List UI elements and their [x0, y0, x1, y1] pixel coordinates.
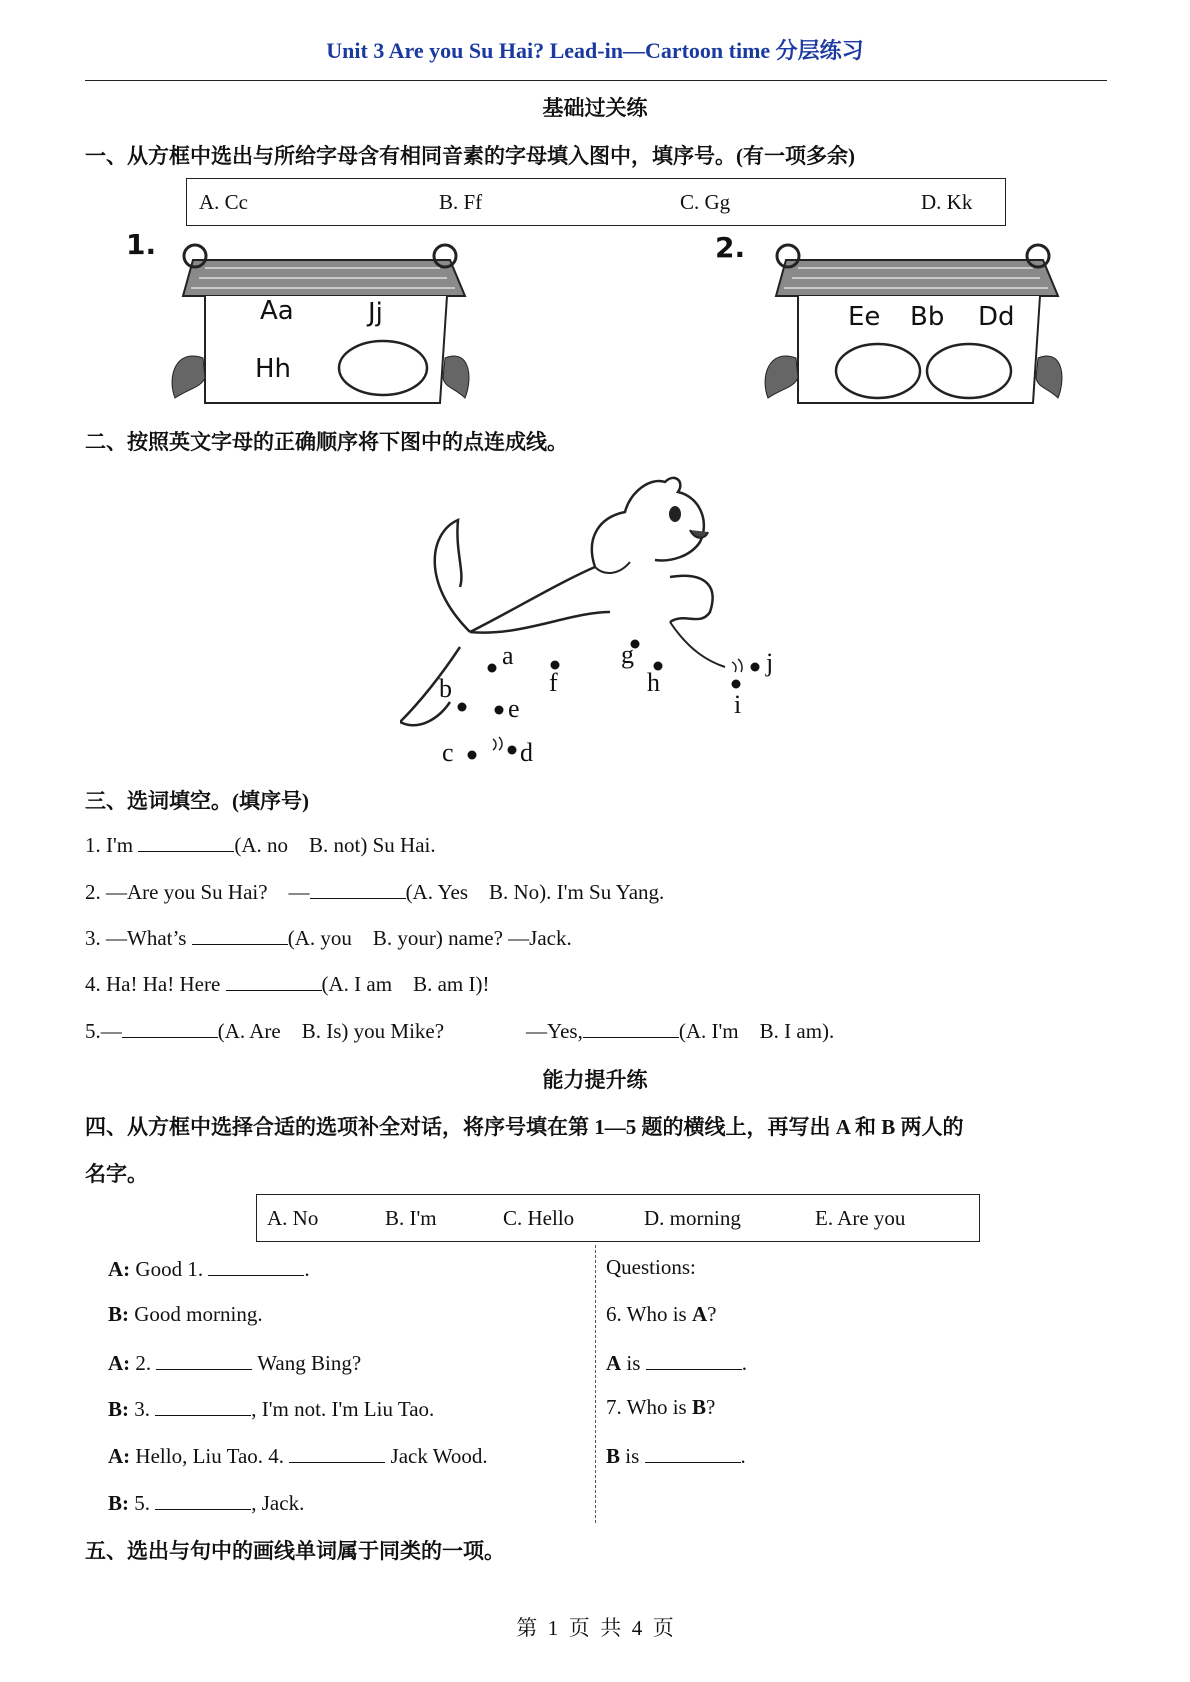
dot-label-h: h [647, 668, 660, 697]
dialogue-1-speaker: A: [108, 1257, 131, 1281]
dot-label-g: g [621, 640, 634, 669]
section-basic-title: 基础过关练 [542, 96, 648, 120]
q3-item-4-post: (A. I am B. am I)! [321, 972, 490, 996]
dot-label-b: b [439, 674, 452, 703]
question-6-end: ? [707, 1302, 717, 1326]
q3-item-1-blank[interactable] [138, 831, 234, 852]
dialogue-4-pre: 3. [129, 1397, 156, 1421]
q3-item-5-blank-1[interactable] [122, 1017, 218, 1038]
q3-item-5 [85, 1017, 834, 1044]
answer-7-bold: B [606, 1444, 621, 1468]
q1-option-a: A. Cc [199, 190, 248, 214]
q3-item-2-pre: 2. —Are you Su Hai? — [85, 880, 310, 904]
q3-item-1-post: (A. no B. not) Su Hai. [234, 833, 436, 857]
q4-option-b: B. I'm [385, 1206, 437, 1230]
q3-item-3 [85, 924, 572, 951]
dialogue-5-pre: Hello, Liu Tao. 4. [130, 1444, 290, 1468]
q3-item-5-blank-2[interactable] [583, 1017, 679, 1038]
answer-7-period: . [740, 1444, 746, 1468]
dialogue-2-speaker: B: [108, 1302, 129, 1326]
question-6 [606, 1302, 716, 1327]
question-6-bold: A [691, 1302, 708, 1326]
dog-dot-to-dot [400, 462, 790, 772]
q4-title-line2: 名字。 [85, 1162, 148, 1186]
q1-options-box [186, 178, 1006, 226]
house1-illustration [165, 238, 475, 410]
q3-item-3-pre: 3. —What’s [85, 926, 192, 950]
q1-option-c: C. Gg [680, 190, 731, 214]
dialogue-1-post: . [304, 1257, 310, 1281]
q3-item-3-blank[interactable] [192, 924, 288, 945]
page-footer: 第 1 页 共 4 页 [516, 1616, 674, 1640]
house2-letter-ee: Ee [848, 302, 881, 332]
answer-7 [606, 1442, 746, 1469]
section-advanced-title: 能力提升练 [542, 1068, 648, 1092]
question-7-end: ? [705, 1395, 716, 1419]
dialogue-3-pre: 2. [130, 1351, 157, 1375]
question-7 [606, 1395, 715, 1420]
dialogue-4-speaker: B: [108, 1397, 129, 1421]
dot-label-e: e [508, 694, 520, 723]
answer-6-bold: A [606, 1351, 622, 1375]
q4-option-e: E. Are you [815, 1206, 906, 1230]
q1-title: 一、从方框中选出与所给字母含有相同音素的字母填入图中，填序号。(有一项多余) [85, 144, 855, 168]
dialogue-line-2 [108, 1302, 263, 1327]
house1-letter-hh: Hh [255, 354, 292, 384]
q3-item-1-pre: 1. I'm [85, 833, 139, 857]
q3-item-2 [85, 878, 664, 905]
dialogue-4-blank[interactable] [155, 1395, 251, 1416]
answer-6-period: . [741, 1351, 747, 1375]
question-7-text: 7. Who is [606, 1395, 692, 1419]
q3-item-2-blank[interactable] [310, 878, 406, 899]
dialogue-3-blank[interactable] [156, 1349, 252, 1370]
dialogue-line-1 [108, 1255, 310, 1282]
dialogue-1-pre: Good 1. [130, 1257, 209, 1281]
house2-letter-dd: Dd [978, 302, 1015, 332]
dialogue-3-speaker: A: [108, 1351, 131, 1375]
dialogue-line-3 [108, 1349, 361, 1376]
q3-item-5-pre: 5.— [85, 1019, 122, 1043]
house1-number: 1. [126, 228, 157, 261]
dialogue-4-post: , I'm not. I'm Liu Tao. [251, 1397, 435, 1421]
q2-title: 二、按照英文字母的正确顺序将下图中的点连成线。 [85, 430, 568, 454]
q3-title: 三、选词填空。(填序号) [85, 789, 309, 813]
q3-item-5-post: (A. I'm B. I am). [678, 1019, 835, 1043]
dialogue-6-pre: 5. [129, 1491, 156, 1515]
dialogue-6-blank[interactable] [155, 1489, 251, 1510]
q1-option-d: D. Kk [921, 190, 973, 214]
dialogue-6-post: , Jack. [251, 1491, 305, 1515]
house1-letter-jj: Jj [368, 298, 383, 328]
dot-label-d: d [520, 738, 533, 767]
question-7-bold: B [691, 1395, 706, 1419]
answer-6-text: is [621, 1351, 646, 1375]
q4-options-box [256, 1194, 980, 1242]
dialogue-2-pre: Good morning. [129, 1302, 263, 1326]
q5-title: 五、选出与句中的画线单词属于同类的一项。 [85, 1539, 505, 1563]
q3-item-1 [85, 831, 436, 858]
q3-item-4 [85, 970, 489, 997]
dialogue-6-speaker: B: [108, 1491, 129, 1515]
q3-item-2-post: (A. Yes B. No). I'm Su Yang. [405, 880, 665, 904]
answer-6 [606, 1349, 747, 1376]
dot-label-c: c [442, 738, 454, 767]
dialogue-5-speaker: A: [108, 1444, 131, 1468]
dialogue-line-6 [108, 1489, 304, 1516]
dot-label-f: f [549, 668, 558, 697]
q3-item-4-pre: 4. Ha! Ha! Here [85, 972, 226, 996]
q4-option-c: C. Hello [503, 1206, 575, 1230]
q1-option-b: B. Ff [439, 190, 483, 214]
dialogue-5-blank[interactable] [289, 1442, 385, 1463]
dot-label-j: j [766, 648, 774, 677]
dot-label-a: a [502, 641, 514, 670]
house1-letter-aa: Aa [260, 296, 294, 326]
dot-label-i: i [734, 690, 742, 719]
q3-item-5-mid: (A. Are B. Is) you Mike? [217, 1019, 445, 1043]
q3-item-4-blank[interactable] [226, 970, 322, 991]
dialogue-1-blank[interactable] [208, 1255, 304, 1276]
page-header: Unit 3 Are you Su Hai? Lead-in—Cartoon time 分层练习 [326, 38, 864, 63]
q4-option-d: D. morning [644, 1206, 741, 1230]
house2-number: 2. [715, 231, 746, 264]
question-6-text: 6. Who is [606, 1302, 692, 1326]
header-divider [85, 80, 1107, 81]
questions-label: Questions: [606, 1255, 696, 1279]
dialogue-line-5 [108, 1442, 488, 1469]
q4-column-divider [595, 1245, 596, 1523]
dialogue-3-post: Wang Bing? [252, 1351, 362, 1375]
q3-item-5-mid2: —Yes, [526, 1019, 583, 1043]
q4-option-a: A. No [267, 1206, 319, 1230]
q3-item-3-post: (A. you B. your) name? —Jack. [287, 926, 572, 950]
dialogue-line-4 [108, 1395, 434, 1422]
q4-title-line1: 四、从方框中选择合适的选项补全对话，将序号填在第 1—5 题的横线上，再写出 A 和 B 两人的 [85, 1115, 964, 1139]
answer-7-text: is [620, 1444, 645, 1468]
answer-6-blank[interactable] [646, 1349, 742, 1370]
dialogue-5-post: Jack Wood. [385, 1444, 488, 1468]
answer-7-blank[interactable] [645, 1442, 741, 1463]
house2-letter-bb: Bb [910, 302, 945, 332]
